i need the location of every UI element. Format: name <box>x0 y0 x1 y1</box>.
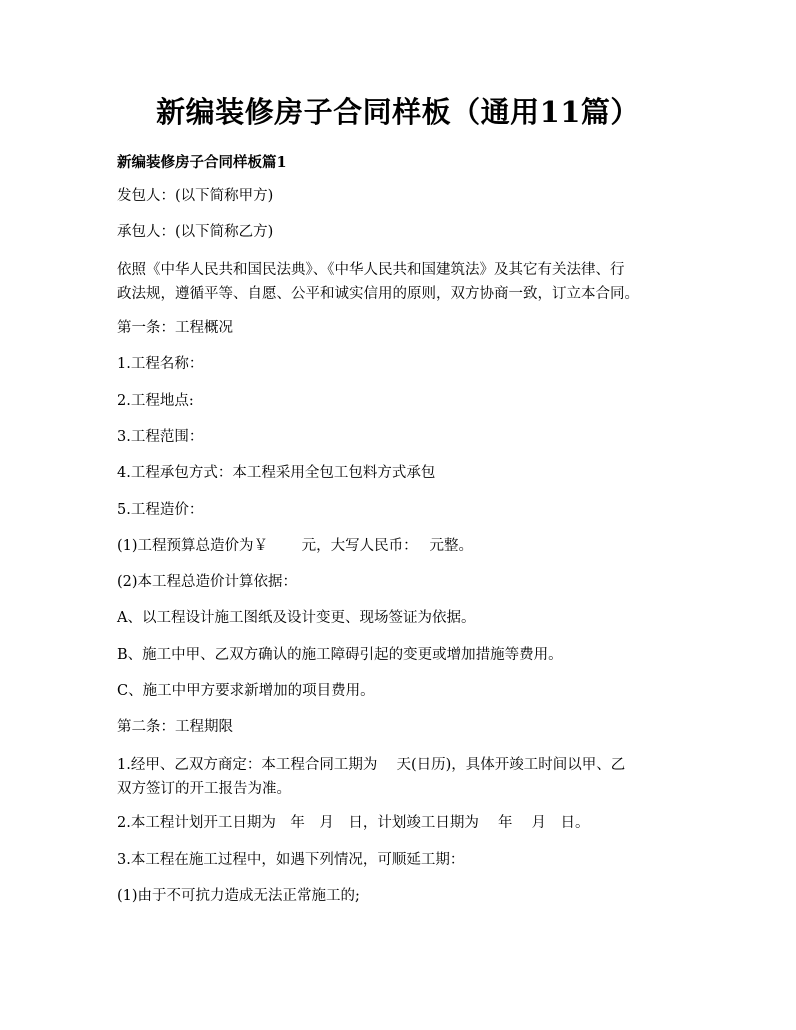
paragraph-cost-basis <box>117 570 682 594</box>
text-line: B、施工中甲、乙双方确认的施工障碍引起的变更或增加措施等费用。 <box>117 647 563 663</box>
paragraph-contract-period <box>117 753 682 801</box>
text-line: 1.工程名称： <box>117 356 204 372</box>
text-line: (1)工程预算总造价为￥ 元，大写人民币： 元整。 <box>117 538 474 554</box>
text-line: 第一条：工程概况 <box>117 320 233 336</box>
text-line: 承包人：(以下简称乙方) <box>117 224 274 240</box>
paragraph-legal-basis <box>117 258 682 306</box>
paragraph-project-location <box>117 389 682 413</box>
paragraph-project-name <box>117 352 682 376</box>
paragraph-budget-total <box>117 534 682 558</box>
paragraph-item-b <box>117 643 682 667</box>
paragraph-party-b <box>117 220 682 244</box>
text-line: 3.工程范围： <box>117 429 204 445</box>
paragraph-planned-dates <box>117 811 682 835</box>
text-line: 依照《中华人民共和国民法典》、《中华人民共和国建筑法》及其它有关法律、行 <box>117 262 625 278</box>
section-heading: 新编装修房子合同样板篇1 <box>117 154 287 171</box>
text-line: C、施工中甲方要求新增加的项目费用。 <box>117 683 375 699</box>
text-line: 发包人：(以下简称甲方) <box>117 188 274 204</box>
text-line: 2.本工程计划开工日期为 年 月 日，计划竣工日期为 年 月 日。 <box>117 815 590 831</box>
paragraph-extension-conditions <box>117 848 682 872</box>
document-title: 新编装修房子合同样板（通用11篇） <box>156 95 640 129</box>
text-line: 5.工程造价： <box>117 502 204 518</box>
text-line: 政法规，遵循平等、自愿、公平和诚实信用的原则，双方协商一致，订立本合同。 <box>117 286 639 302</box>
text-line: 2.工程地点: <box>117 393 194 409</box>
paragraph-contract-method <box>117 461 682 485</box>
paragraph-force-majeure <box>117 884 682 908</box>
text-line: 第二条：工程期限 <box>117 719 233 735</box>
text-line: 3.本工程在施工过程中，如遇下列情况，可顺延工期： <box>117 852 465 868</box>
paragraph-item-c <box>117 679 682 703</box>
text-line: A、以工程设计施工图纸及设计变更、现场签证为依据。 <box>117 610 476 626</box>
text-line: (2)本工程总造价计算依据： <box>117 574 298 590</box>
article-1-heading <box>117 316 682 340</box>
text-line: 1.经甲、乙双方商定：本工程合同工期为 天(日历)，具体开竣工时间以甲、乙 <box>117 757 626 773</box>
paragraph-project-cost <box>117 498 682 522</box>
paragraph-item-a <box>117 606 682 630</box>
paragraph-party-a <box>117 184 682 208</box>
text-line: 4.工程承包方式：本工程采用全包工包料方式承包 <box>117 465 436 481</box>
text-line: 双方签订的开工报告为准。 <box>117 781 291 797</box>
article-2-heading <box>117 715 682 739</box>
paragraph-project-scope <box>117 425 682 449</box>
text-line: (1)由于不可抗力造成无法正常施工的; <box>117 888 360 904</box>
